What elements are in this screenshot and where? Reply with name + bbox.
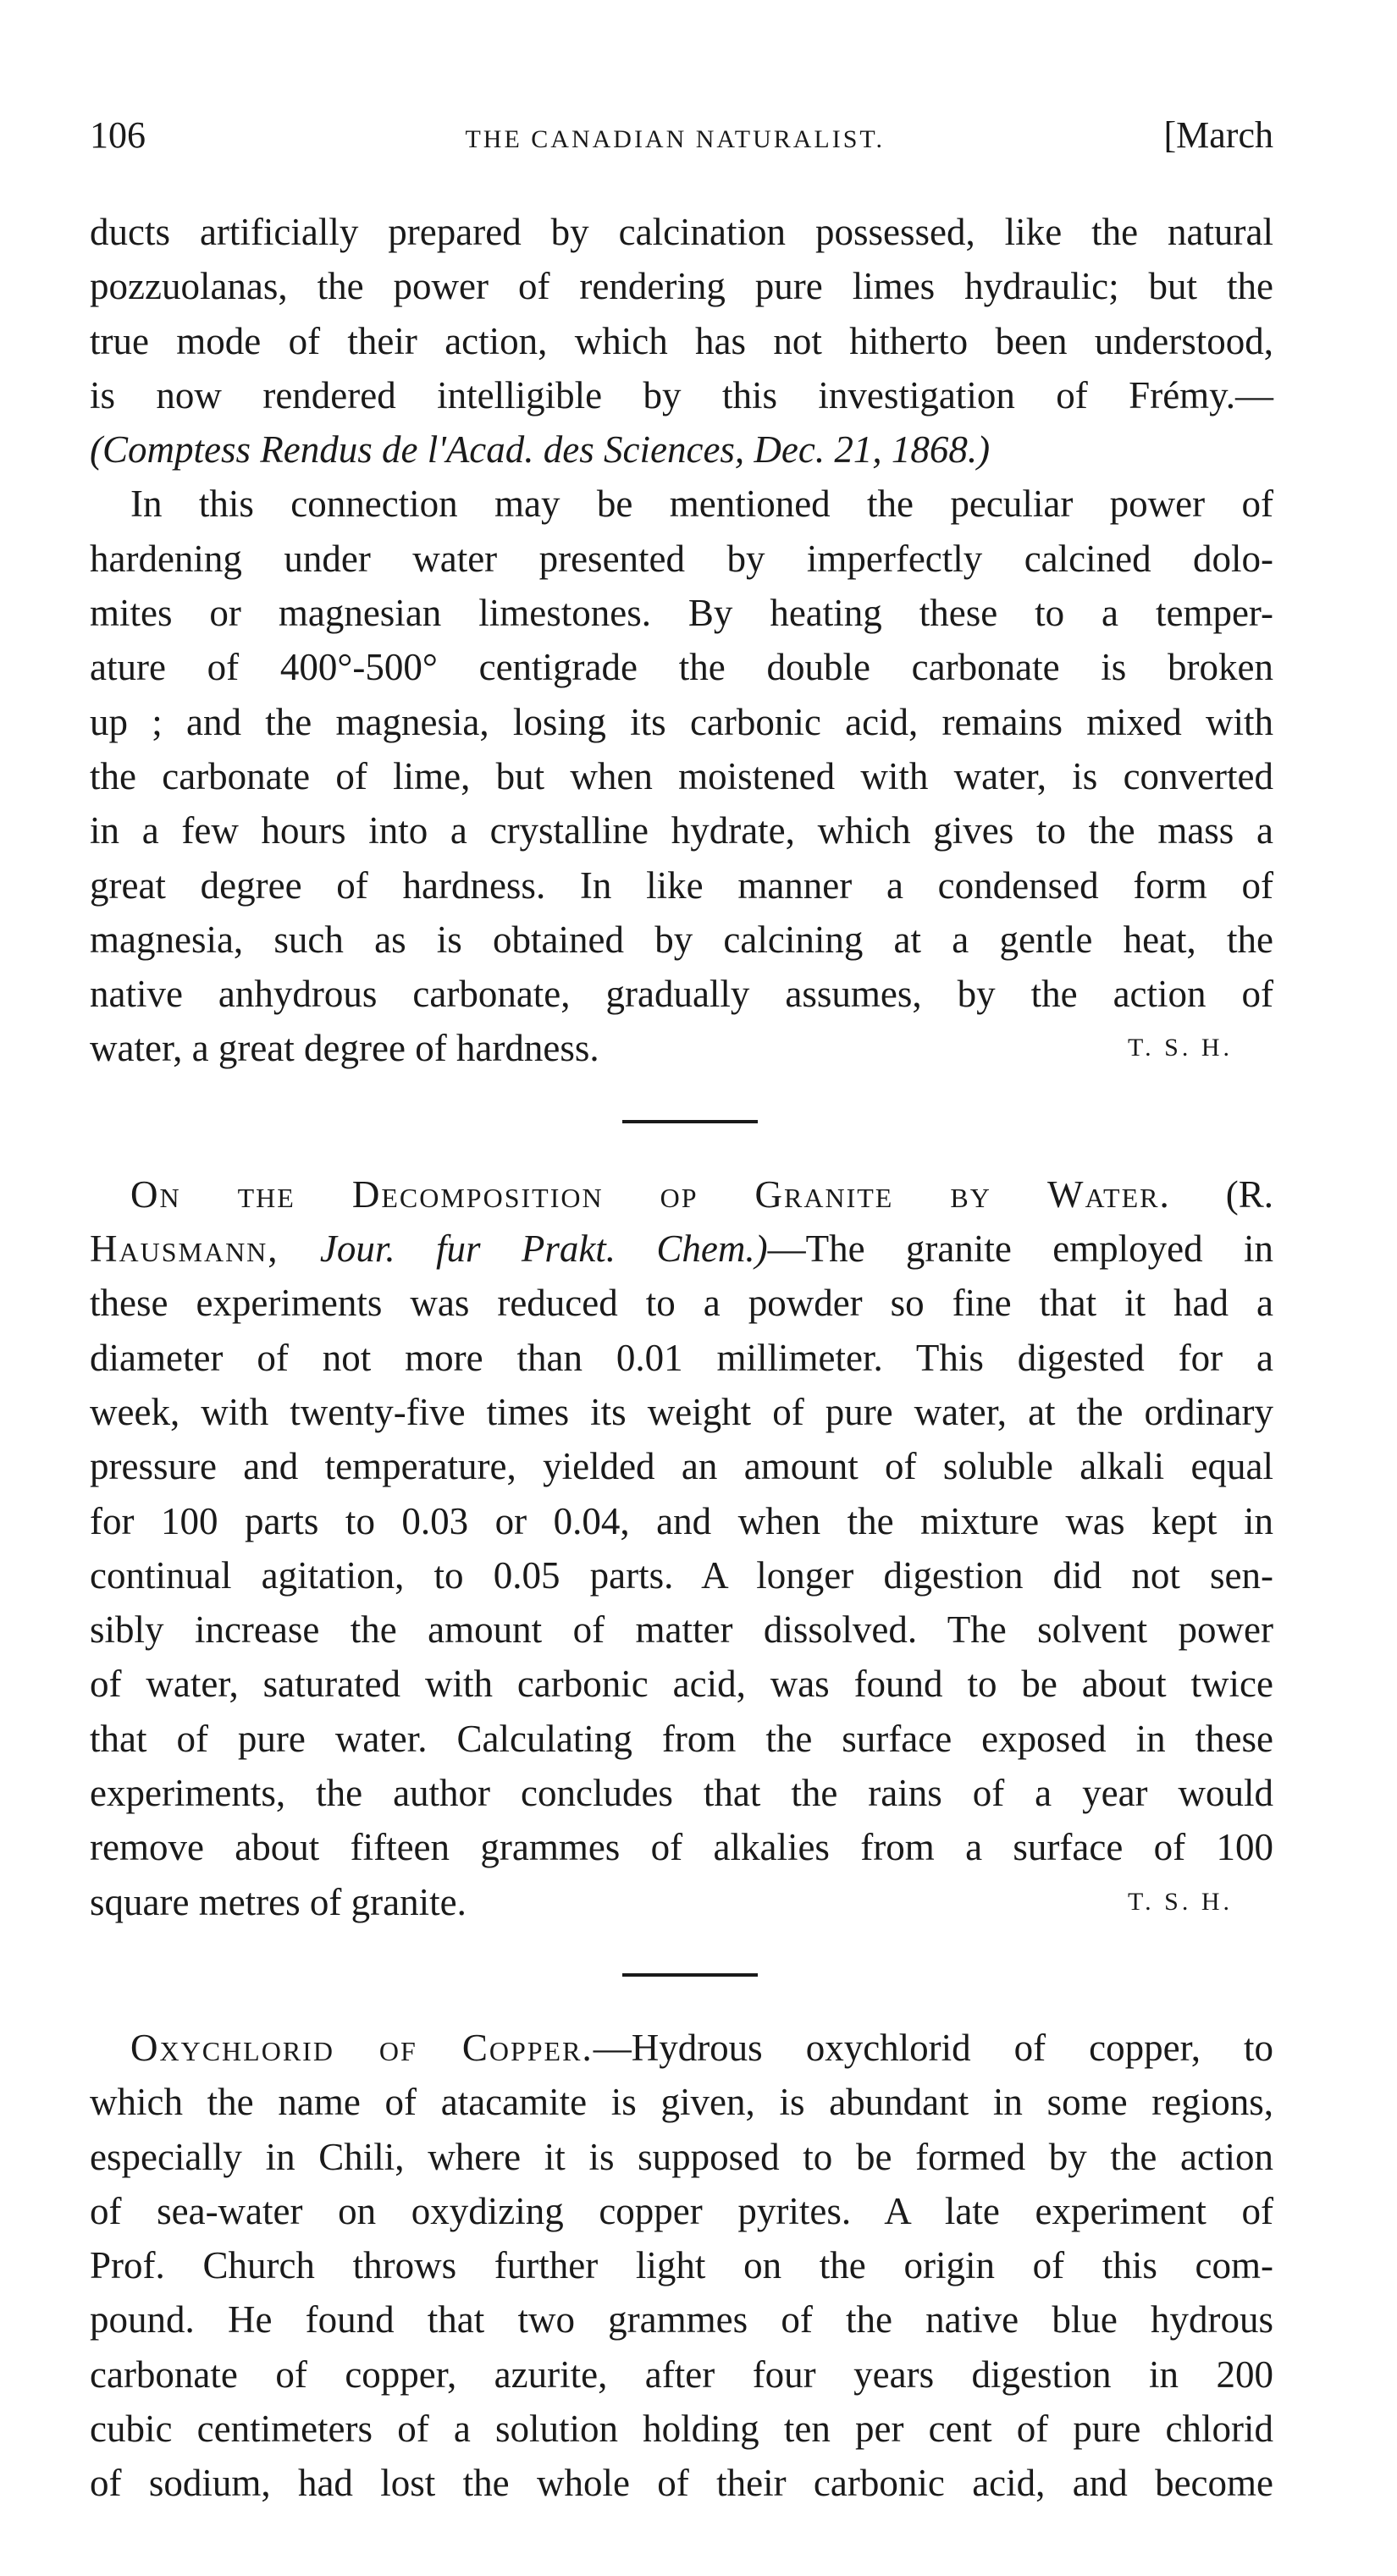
author-initials: T. S. H. (1128, 1887, 1233, 1916)
paragraph-dolomites (90, 477, 1273, 1075)
text-line: which the name of atacamite is given, is abundant in some regions, (90, 2081, 1273, 2124)
text-line: true mode of their action, which has not hitherto been understood, (90, 319, 1273, 362)
journal-title: THE CANADIAN NATURALIST. (465, 125, 886, 153)
text-line-signed (90, 1021, 1273, 1075)
text-line: sibly increase the amount of matter dissolved. The solvent power (90, 1608, 1273, 1652)
text-line: remove about fifteen grammes of alkalies from a surface of 100 (90, 1826, 1273, 1869)
text-line: magnesia, such as is obtained by calcining at a gentle heat, the (90, 918, 1273, 961)
text-line: experiments, the author concludes that the rains of a year would (90, 1772, 1273, 1815)
text-line: mites or magnesian limestones. By heating these to a temper- (90, 592, 1273, 635)
text-line: for 100 parts to 0.03 or 0.04, and when the mixture was kept in (90, 1499, 1273, 1542)
text-line: pressure and temperature, yielded an amount of soluble alkali equal (90, 1445, 1273, 1488)
article-granite-decomposition (90, 1167, 1273, 1929)
text-line: especially in Chili, where it is supposed to be formed by the action (90, 2135, 1273, 2178)
text-line: continual agitation, to 0.05 parts. A longer digestion did not sen- (90, 1553, 1273, 1597)
text-line: water, a great degree of hardness. (90, 1027, 599, 1070)
running-head (90, 110, 1273, 161)
text-line: In this connection may be mentioned the peculiar power of (130, 483, 1273, 526)
text-line: the carbonate of lime, but when moistened with water, is converted (90, 754, 1273, 797)
text-line: of sea-water on oxydizing copper pyrites. A late experiment of (90, 2189, 1273, 2232)
text-line: ducts artificially prepared by calcination possessed, like the natural (90, 211, 1273, 253)
citation-author: Hausmann, (90, 1227, 279, 1271)
text-line-signed (90, 1875, 1273, 1929)
issue-month: [March (1163, 114, 1273, 156)
text-line: carbonate of copper, azurite, after four years digestion in 200 (90, 2353, 1273, 2396)
article-heading: Oxychlorid of Copper. (130, 2026, 594, 2069)
text-line: hardening under water presented by imperfectly calcined dolo- (90, 537, 1273, 580)
text-line: Prof. Church throws further light on the origin of this com- (90, 2244, 1273, 2287)
text-line: week, with twenty-five times its weight of pure water, at the ordinary (90, 1390, 1273, 1433)
text-line: pound. He found that two grammes of the native blue hydrous (90, 2298, 1273, 2342)
section-divider (622, 1973, 758, 1977)
journal-page (90, 110, 1273, 2511)
text-line: these experiments was reduced to a powder so fine that it had a (90, 1282, 1273, 1325)
citation-line: Hausmann, Jour. fur Prakt. Chem.)—The granite employed in (90, 1227, 1273, 1271)
article-heading-line: Oxychlorid of Copper.—Hydrous oxychlorid of copper, to (130, 2026, 1274, 2069)
citation-line (90, 422, 1273, 477)
text-line: great degree of hardness. In like manner a condensed form of (90, 863, 1273, 907)
text-line: ature of 400°-500° centigrade the double carbonate is broken (90, 646, 1273, 689)
text-line: of water, saturated with carbonic acid, was found to be about twice (90, 1663, 1273, 1706)
article-heading-line: On the Decomposition op Granite by Water. (R. (130, 1172, 1274, 1216)
citation-text: (Comptess Rendus de l'Acad. des Sciences, Dec. 21, 1868.) (90, 428, 991, 472)
text-line: that of pure water. Calculating from the surface exposed in these (90, 1717, 1273, 1760)
text-line: pozzuolanas, the power of rendering pure limes hydraulic; but the (90, 265, 1273, 308)
text-line: in a few hours into a crystalline hydrate, which gives to the mass a (90, 809, 1273, 852)
text-line: is now rendered intelligible by this investigation of Frémy.— (90, 373, 1273, 416)
page-number: 106 (90, 114, 146, 156)
text-line: native anhydrous carbonate, gradually assumes, by the action of (90, 973, 1273, 1016)
section-divider (622, 1120, 758, 1123)
citation-journal: Jour. fur Prakt. Chem.) (319, 1227, 768, 1271)
text-line: cubic centimeters of a solution holding ten per cent of pure chlorid (90, 2407, 1273, 2450)
text-line: diameter of not more than 0.01 millimeter. This digested for a (90, 1336, 1273, 1379)
article-heading: On the Decomposition op Granite by Water. (130, 1172, 1171, 1216)
text-line: up ; and the magnesia, losing its carbonic acid, remains mixed with (90, 700, 1273, 743)
article-oxychlorid-copper (90, 2021, 1273, 2511)
paragraph-fremy-continuation (90, 205, 1273, 477)
author-initials: T. S. H. (1128, 1034, 1233, 1062)
text-line: square metres of granite. (90, 1880, 467, 1923)
text-line: of sodium, had lost the whole of their carbonic acid, and become (90, 2462, 1273, 2505)
